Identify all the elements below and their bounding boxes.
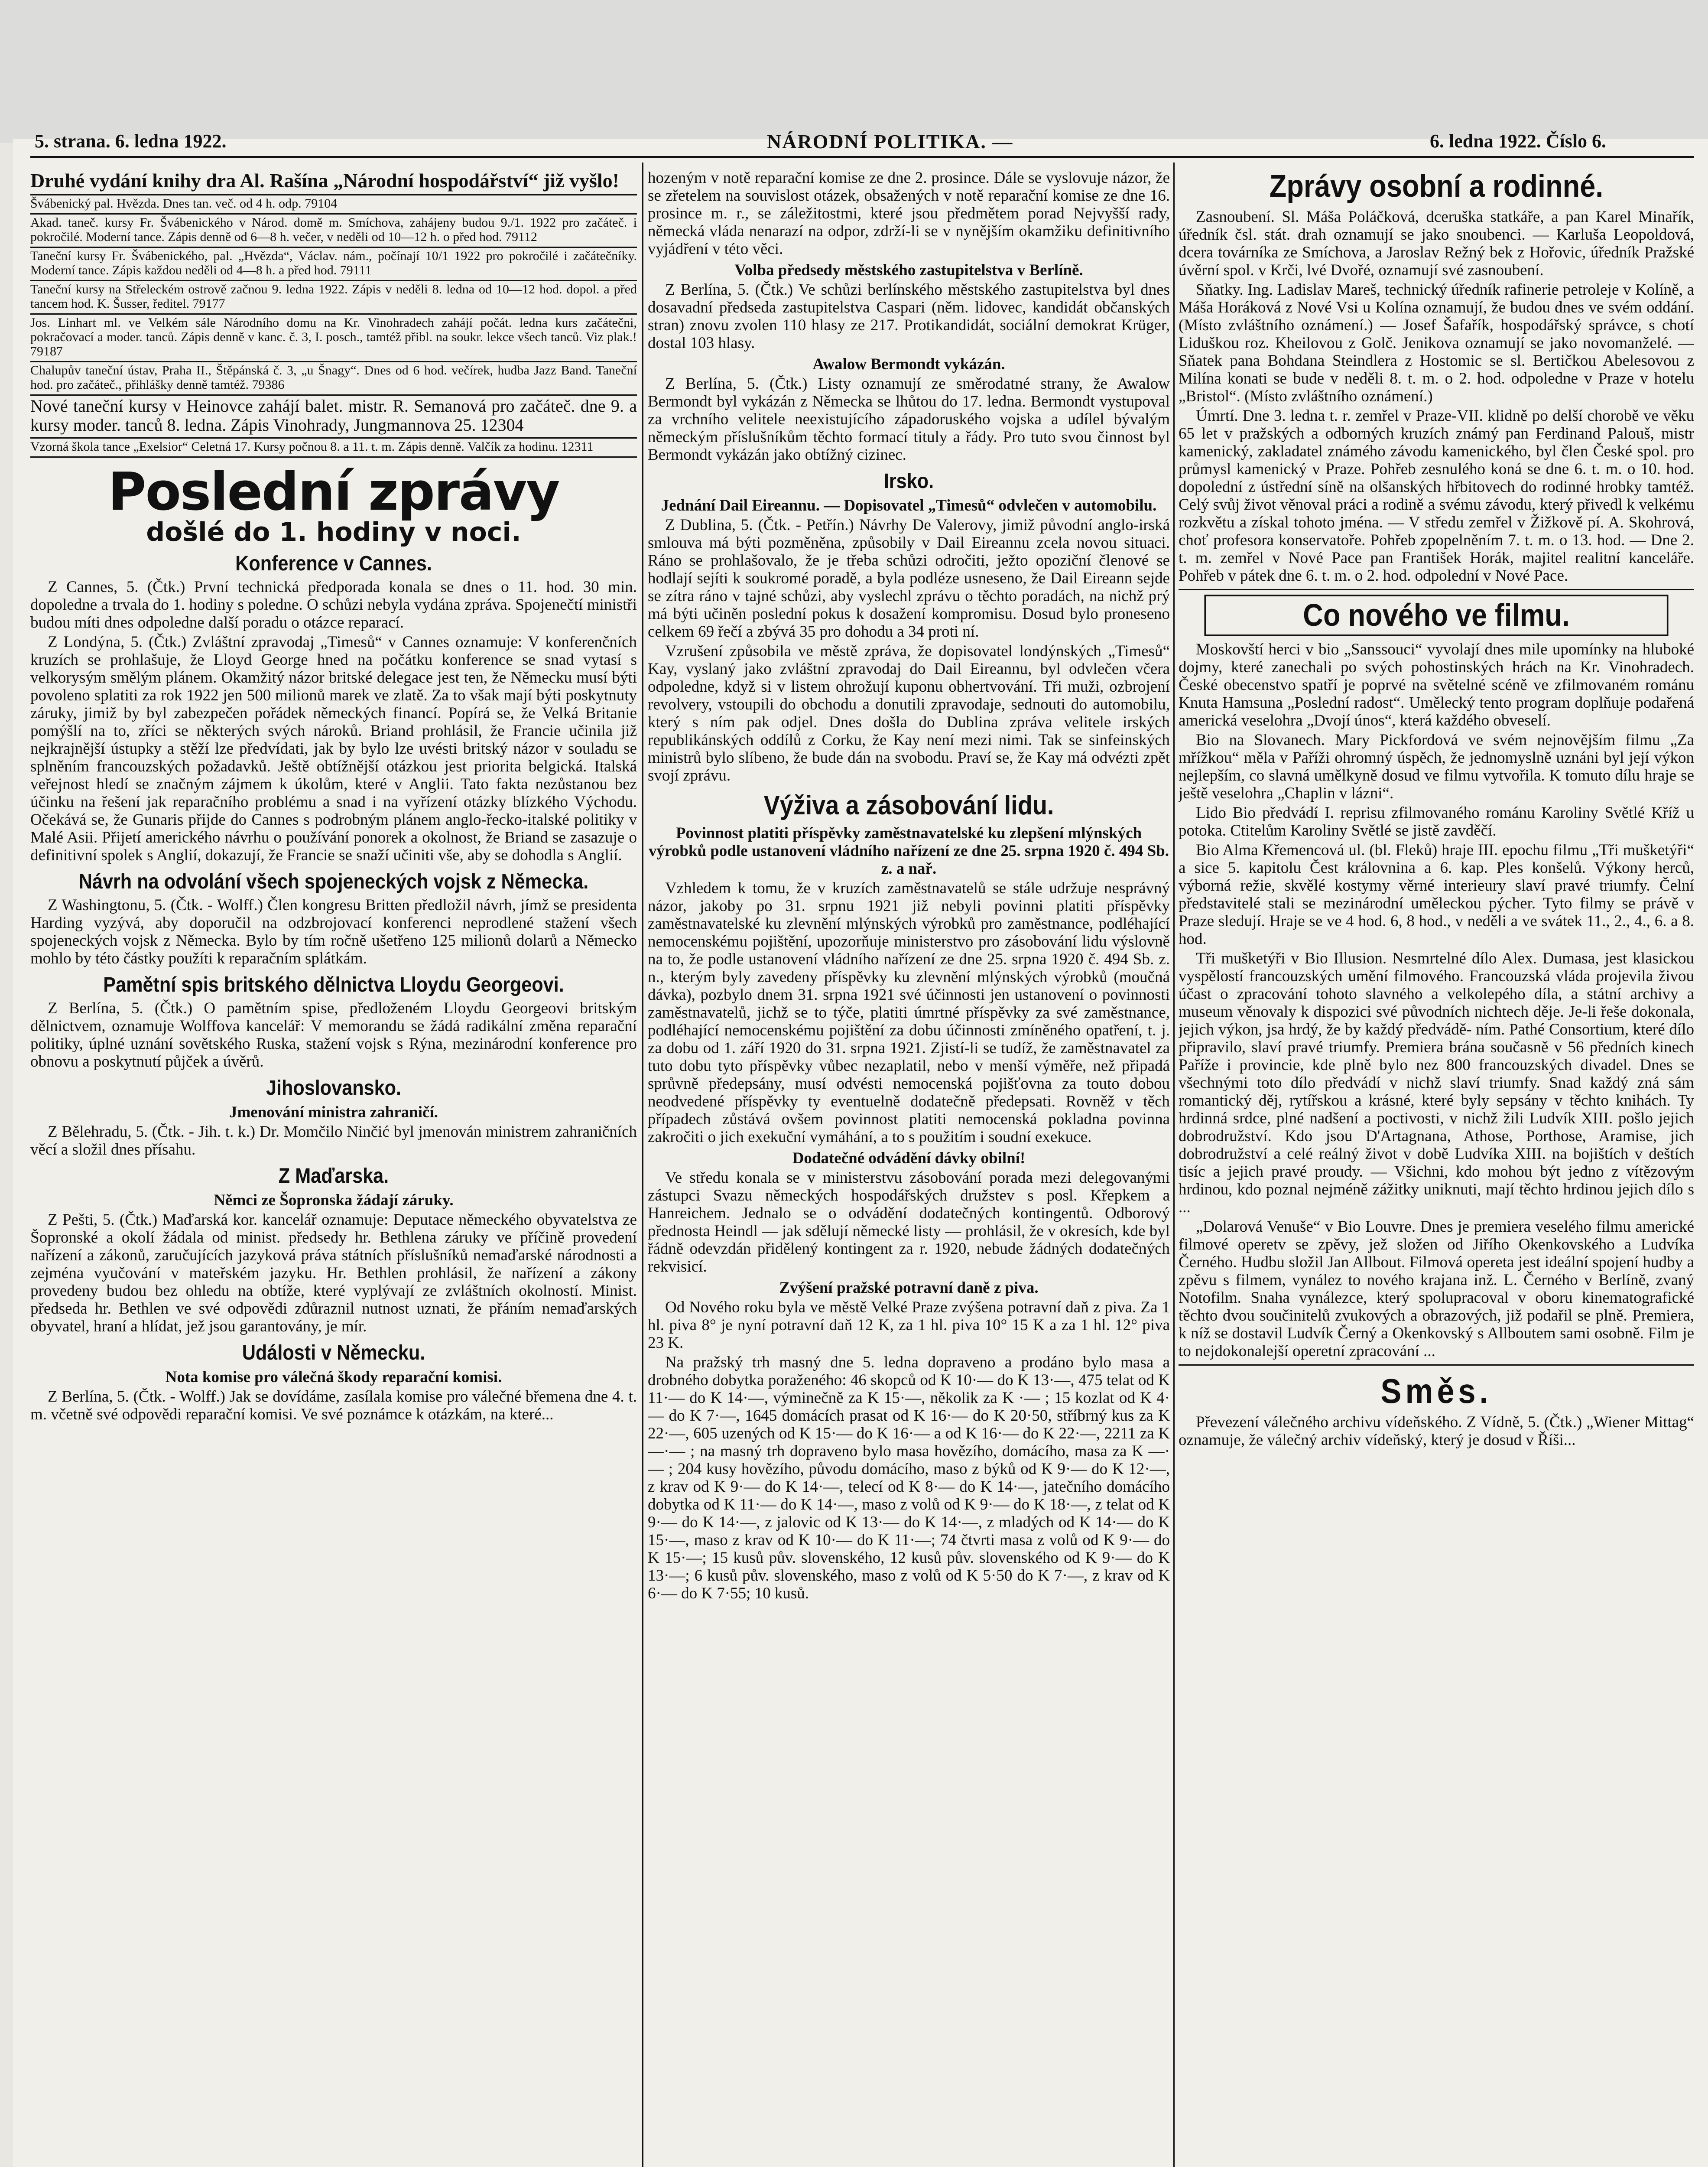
article-paragraph: Z Berlína, 5. (Čtk.) Ve schůzi berlínského městského zastupitelstva byl dnes dosavadní předseda zastupitelstva Caspari (něm. lidovec, kandidát občanských stran) znovu zvolen 110 hlasy ze 217. Protikandidát, sociální demokrat Krüger, dostal 103 hlasy. [648, 281, 1170, 352]
ad-dance-5: Jos. Linhart ml. ve Velkém sále Národního domu na Kr. Vinohradech zahájí počát. ledna kurs začátečni, pokračovací a moder. tanců. Zápis denně v kanc. č. 3, I. posch., tamtéž přibl. na soukr. lekce všech tanců. Viz plak.! 79187 [30, 315, 637, 362]
header-right: 6. ledna 1922. Číslo 6. [1430, 130, 1607, 152]
article-paragraph: Bio Alma Křemencová ul. (bl. Fleků) hraje III. epochu filmu „Tři mušketýři“ a sice 5. kapitolu Čest královnina a 6. kap. Ples konšelů. Výkony herců, výborná režie, skvělé kostymy věrné interieury slaví pravé triumfy. Čelní představitelé stali se mezinárodní uměleckou pýcher. Tyto filmy se právě v Praze sledují. Hraje se ve 4 hod. 6, 8 hod., v neděli a ve svátek 11., 2., 4., 6. a 8. hod. [1179, 841, 1694, 948]
article-paragraph: „Dolarová Venuše“ v Bio Louvre. Dnes je premiera veselého filmu americké filmové operetv se zpěvy, jež složen od Jiřího Okenkovského a Ludvíka Černého. Hudbu složil Jan Allbout. Filmová opereta jest ideální spojení hudby a zpěvu s filmem, vynález to nového krajana inž. L. Černého v Berlíně, zvaný Notofilm. Snaha vynálezce, který spolupracoval v oboru kinematografické těchto dvou součinitelů zvukových a obrazových, již podařil se plně. Premiera, k níž se dostavil Ludvík Černý a Okenkovský s Allboutem sami osobně. Film je to nejdokonalejší operetní zpracování ... [1179, 1218, 1694, 1360]
article-paragraph: Moskovští herci v bio „Sanssouci“ vyvolají dnes mile upomínky na hluboké dojmy, které zanechali po svých pohostinských hrách na Kr. Vinohradech. České obecenstvo spatří je poprvé na světelné scéně ve zfilmovaném románu Knuta Hamsuna „Poslední radost“. Umělecký tento program doplňuje podařená americká veselohra „Dvojí únos“, která každého obveselí. [1179, 641, 1694, 729]
section-heading: Směs. [1380, 1372, 1492, 1410]
ad-dance-7: Nové taneční kursy v Heinovce zahájí balet. mistr. R. Semanová pro začáteč. dne 9. a kursy moder. tanců 8. ledna. Zápis Vinohrady, Jungmannova 25. 12304 [30, 396, 637, 439]
divider [1179, 589, 1694, 590]
section-heading: Zprávy osobní a rodinné. [1269, 169, 1604, 204]
ad-dance-2: Akad. taneč. kursy Fr. Švábenického v Národ. domě m. Smíchova, zahájeny budou 9./1. 1922 pro začáteč. i pokročilé. Moderní tance. Zápis denně od 6—8 h. večer, v neděli od 10—12 h. o před hod. 79112 [30, 215, 637, 248]
article-heading: Irsko. [883, 470, 934, 493]
article-subheading: Němci ze Šopronska žádají záruky. [214, 1191, 454, 1209]
ad-dance-1: Švábenický pal. Hvězda. Dnes tan. več. od 4 h. odp. 79104 [30, 195, 637, 215]
article-paragraph: Lido Bio předvádí I. reprisu zfilmovaného románu Karoliny Světlé Kříž u potoka. Ctitelům Karoliny Světlé se jistě zavděčí. [1179, 804, 1694, 839]
ad-dance-4: Taneční kursy na Střeleckém ostrově začnou 9. ledna 1922. Zápis v neděli 8. ledna od 10—12 hod. dopol. a před tancem hod. K. Šusser, ředitel. 79177 [30, 281, 637, 315]
article-paragraph: Z Berlína, 5. (Čtk. - Wolff.) Jak se dovídáme, zasílala komise pro válečné břemena dne 4. t. m. včetně své odpovědi reparační komisi. Ve své poznámce k otázkám, na které... [30, 1388, 637, 1423]
article-paragraph: Vzhledem k tomu, že v kruzích zaměstnavatelů se stále udržuje nesprávný názor, jakoby po 31. srpnu 1921 již nebyli povinni platiti příspěvky zaměstnavatelské ku zlevnění mlýnských výrobků pro zaměstnance, podléhající nemocenskému pojištění, upozorňuje ministerstvo pro zásobování lidu výslovně na to, že podle ustanovení vládního nařízení ze dne 25. srpna 1920 č. 494 Sb. z. n., kterým byly zavedeny příspěvky ku zlevnění mlýnských výrobků (moučná dávka), pozbylo dnem 31. srpna 1921 své účinnosti jen ustanovení o povinnosti zaměstnavatelů, jichž se to týče, platiti úmrtné příspěvky za své zaměstnance, podléhající nemocenskému pojištění za dobu účinnosti zmíněného opatření, t. j. za dobu od 1. září 1920 do 31. srpna 1921. Zjistí-li se tudíž, že zaměstnavatel za tuto dobu tyto příspěvky vůbec nezaplatil, nebo v menší výměře, než připadá sprůvně předepsány, musí odvésti nemocenská pojišťovna za touto dobou neodvedené příspěvky ty eventuelně dodatečně předepsati. Rovněž v těch případech zůstává ovšem povinnost platiti nemocenská pokladna povinna zakročiti o jich exekuční vymáhání, a to s použitím i soudní exekuce. [648, 879, 1170, 1146]
section-heading: Výživa a zásobování lidu. [763, 791, 1054, 820]
article-paragraph: Sňatky. Ing. Ladislav Mareš, technický úředník rafinerie petroleje v Kolíně, a Máša Horáková z Nové Vsi u Kolína oznamují, že budou dnes ve svém oddání. (Místo zvláštního oznámení.) — Josef Šafařík, hospodářský správce, s chotí Liduškou roz. Kheilovou z Golč. Jenikova oznamují se jako novomanželé. — Sňatek pana Bohdana Steindlera z Hostomic se sl. Bertičkou Abelesovou z Milína konati se bude v neděli 8. t. m. o 2. hod. odpoledne v Praze v hotelu „Bristol“. (Místo zvláštního oznámení.) [1179, 281, 1694, 405]
column-2 [648, 169, 1170, 2167]
article-heading: Volba předsedy městského zastupitelstva v Berlíně. [734, 261, 1083, 279]
article-paragraph: Od Nového roku byla ve městě Velké Praze zvýšena potravní daň z piva. Za 1 hl. piva 8° je nyní potravní daň 12 K, za 1 hl. piva 10° 15 K a za 1 hl. 12° piva 23 K. [648, 1298, 1170, 1352]
ad-dance-6: Chalupův taneční ústav, Praha II., Štěpánská č. 3, „u Šnagy“. Dnes od 6 hod. večírek, hudba Jazz Band. Taneční hod. pro začáteč., přihlášky denně tamtéž. 79386 [30, 362, 637, 396]
article-heading: Jihoslovansko. [266, 1077, 402, 1100]
header-masthead: NÁRODNÍ POLITIKA. — [767, 130, 1013, 153]
article-paragraph: Na pražský trh masný dne 5. ledna dopraveno a prodáno bylo masa a drobného dobytka poraženého: 46 skopců od K 10·— do K 13·—, 475 telat od K 11·— do K 14·—, výminečně za K 15·—, několik za K ·— ; 15 kozlat od K 4·— do K 7·—, 1645 domácích prasat od K 16·— do K 20·50, stříbrný kus za K 22·—, 605 uzených od K 15·— do K 16·— a od K 16·— do K 22·—, 2211 za K —·— ; na masný trh dopraveno bylo masa hovězího, domácího, masa za K —·— ; 204 kusy hovězího, původu domácího, maso z býků od K 9·— do K 12·—, z krav od K 9·— do K 14·—, telecí od K 8·— do K 14·—, jatečního domácího dobytka od K 11·— do K 14·—, maso z volů od K 9·— do K 18·—, z telat od K 9·— do K 14·—, z jalovic od K 13·— do K 14·—, z mladých od K 14·— do K 15·—, maso z krav od K 10·— do K 11·—; 74 čtvrti masa z volů od K 9·— do K 15·—; 15 kusů pův. slovenského, 12 kusů pův. slovenského od K 9·— do K 13·—; 6 kusů pův. slovenského, maso z volů od K 5·50 do K 7·—, z krav od K 6·— do K 7·55; 10 kusů. [648, 1354, 1170, 1602]
article-paragraph: Z Berlína, 5. (Čtk.) Listy oznamují ze směrodatné strany, že Awalow Bermondt byl vykázán z Německa se lhůtou do 17. ledna. Bermondt vystupoval za vrchního velitele neexistujícího západoruského vojska a udílel bývalým německým příslušníkům těchto formací tituly a řády. Pro tuto svou činnost byl Bermondt vykázán jako obtížný cizinec. [648, 375, 1170, 464]
article-paragraph: hozeným v notě reparační komise ze dne 2. prosince. Dále se vyslovuje názor, že se zřetelem na souvislost otázek, obsažených v notě reparační komise ze dne 16. prosince m. r., se záležitostmi, které jsou předmětem porad Nejvyšší rady, německá vláda nenarazí na odpor, zdrží-li se v nynějším okamžiku definitivního vyjádření v této věci. [648, 169, 1170, 258]
article-paragraph: Z Cannes, 5. (Čtk.) První technická předporada konala se dnes o 11. hod. 30 min. dopoledne a trvala do 1. hodiny s poledne. O schůzi nebyla vydána zpráva. Spojenečtí ministři budou míti dnes odpoledne další poradu o otázce reparací. [30, 578, 637, 631]
divider [1179, 1364, 1694, 1366]
article-subheading: Povinnost platiti příspěvky zaměstnavatelské ku zlepšení mlýnských výrobků podle ustanovení vládního nařízení ze dne 25. srpna 1920 č. 494 Sb. z. a nař. [648, 824, 1169, 878]
article-paragraph: Z Londýna, 5. (Čtk.) Zvláštní zpravodaj „Timesů“ v Cannes oznamuje: V konferenčních kruzích se prohlašuje, že Lloyd George hned na počátku konference se snad vytasí s velkorysým smělým plánem. Okamžitý názor britské delegace jest ten, že Německu musí býti povoleno splatiti za rok 1922 jen 500 milionů marek ve zlatě. Za to však mají býti poskytnuty záruky, jimiž by byl zabezpečen pořádek německých financí. Popírá se, že Velká Britanie pomýšlí na to, zříci se některých svých nároků. Briand prohlásil, že Francie učinila již nejkrajnější ústupky a stěží lze předvídati, jak by bylo lze uvésti britský názor v souladu se splněním francouzských požadavků. Ještě obtížnější otázkou jest priorita belgická. Italská veřejnost hledí se značným zájmem k úkolům, které v Anglii. Tato fakta nezůstanou bez účinku na řešení jak reparačního problému a snad i na vyřízení otázky blízkého Východu. Očekává se, že Gunaris přijde do Cannes s podrobným plánem anglo-řecko-italské politiky v Malé Asii. Přijetí amerického návrhu o používání ponorek a okolnost, že Briand se zasazuje o definitivní spolek s Anglií, dokazují, že Francie se snaží učiniti vše, aby se dohodla s Anglií. [30, 633, 637, 864]
article-paragraph: Z Washingtonu, 5. (Čtk. - Wolff.) Člen kongresu Britten předložil návrh, jímž se presidenta Harding vyzývá, aby doporučil na odzbrojovací konferenci neprodlené stažení všech spojeneckých vojsk z Německa. Bylo by tím ročně ušetřeno 125 milionů dolarů a Německo mohlo by této částky použíti k reparačním splátkám. [30, 896, 637, 967]
header-left: 5. strana. 6. ledna 1922. [35, 130, 227, 152]
article-paragraph: Bio na Slovanech. Mary Pickfordová ve svém nejnovějším filmu „Za mřížkou“ měla v Paříži ohromný úspěch, že jednomyslně uznáni byl její výkon nejlepším, co slavná umělkyně dosud ve filmu vytvořila. K tomuto dílu hraje se ještě veselohra „Chaplin v lázni“. [1179, 731, 1694, 802]
column-3 [1179, 169, 1694, 2167]
article-heading: Konference v Cannes. [235, 552, 432, 575]
column-1 [30, 169, 637, 2167]
article-heading: Pamětní spis britského dělnictva Lloydu Georgeovi. [103, 973, 564, 996]
article-subheading: Jednání Dail Eireannu. — Dopisovatel „Timesů“ odvlečen v automobilu. [661, 497, 1157, 514]
article-heading: Z Maďarska. [278, 1165, 389, 1188]
article-heading: Zvýšení pražské potravní daně z piva. [779, 1279, 1039, 1297]
article-paragraph: Z Dublina, 5. (Čtk. - Petřín.) Návrhy De Valerovy, jimiž původní anglo-irská smlouva má býti pozměněna, způsobily v Dail Eireannu zcela novou situaci. Ráno se prohlašovalo, že je třeba schůzi odročiti, ježto opoziční členové se hodlají sejíti k soukromé poradě, a byla podléze usneseno, že Dail Eireann sejde se zítra ráno v tajné schůzi, aby vyslechl zprávu o těchto poradách, na nichž prý má býti učiněn poslední pokus k dosažení kompromisu. Dosud bylo proneseno celkem 69 řečí a zbývá 35 pro dohodu a 34 proti ní. [648, 516, 1170, 641]
section-subtitle: došlé do 1. hodiny v noci. [146, 517, 521, 547]
scan-margin [0, 0, 1708, 143]
header-rule [30, 156, 1694, 158]
article-paragraph: Z Bělehradu, 5. (Čtk. - Jih. t. k.) Dr. Momčilo Ninčić byl jmenován ministrem zahraničních věcí a složil dnes přísahu. [30, 1123, 637, 1158]
ad-dance-3: Taneční kursy Fr. Švábenického, pal. „Hvězda“, Václav. nám., počínají 10/1 1922 pro pokročilé i začátečníky. Moderní tance. Zápis každou neděli od 4—8 h. a před hod. 79111 [30, 248, 637, 281]
article-heading: Dodatečné odvádění dávky obilní! [792, 1149, 1026, 1167]
article-subheading: Jmenování ministra zahraničí. [229, 1103, 438, 1121]
article-heading: Awalow Bermondt vykázán. [812, 355, 1005, 373]
article-paragraph: Z Pešti, 5. (Čtk.) Maďarská kor. kancelář oznamuje: Deputace německého obyvatelstva ze Šopronské a okolí žádala od minist. předsedy hr. Bethlena záruky ve příčině provedení nařízení a zákonů, zaručujících jazyková práva státních příslušníků nemaďarské národnosti a zejména vyučování v mateřském jazyku. Hr. Bethlen prohlásil, že nařízení a zákony provedeny budou bez ohledu na obtíže, které vyplývají ze zvláštních okolností. Minist. předseda hr. Bethlen ve své odpovědi zdůraznil nutnost uznati, že přáním nemaďarských obyvatel, hraní a hlídat, jež jsou garantovány, je mír. [30, 1211, 637, 1335]
article-subheading: Nota komise pro válečná škody reparační komisi. [165, 1368, 502, 1386]
section-title: Poslední zprávy [108, 462, 559, 522]
article-heading: Události v Německu. [242, 1341, 425, 1364]
article-paragraph: Ve středu konala se v ministerstvu zásobování porada mezi delegovanými zástupci Svazu německých hospodářských družstev s posl. Křepkem a Hanreichem. Jednalo se o odvádění dodatečných kontingentů. Odborový přednosta Heindl — jak sdělují německé listy — prohlásil, že v okresích, kde byl řádně odevzdán přidělený kontingent za r. 1920, nebude žádných dodatečných rekvisicí. [648, 1169, 1170, 1275]
column-rule-2 [1173, 163, 1175, 2167]
section-heading: Co nového ve filmu. [1205, 595, 1669, 636]
article-paragraph: Z Berlína, 5. (Čtk.) O pamětním spise, předloženém Lloydu Georgeovi britským dělnictvem, oznamuje Wolffova kancelář: V memorandu se žádá radikální změna reparační politiky, úplné uznání sovětského Ruska, stažení vojsk s Rýna, mezinárodní konference pro obnovu a poskytnutí půjček a úvěrů. [30, 999, 637, 1070]
article-heading: Návrh na odvolání všech spojeneckých vojsk z Německa. [78, 870, 589, 893]
article-paragraph: Úmrtí. Dne 3. ledna t. r. zemřel v Praze-VII. klidně po delší chorobě ve věku 65 let v pražských a odborných kruzích známý pan Ferdinand Palouš, mistr kamenický, zakladatel známého závodu kamenického, byl člen České spol. pro průmysl kamenický v Praze. Pohřeb zesnulého koná se dne 6. t. m. o 10. hod. dopolední z ústřední síně na olšanských hřbitovech do rodinné hrobky tamtéž. Celý svůj život věnoval práci a rodině a svému závodu, který přivedl k velkému rozkvětu a získal tohoto jména. — V středu zemřel v Žižkově pí. A. Skohrová, choť profesora konservatoře. Pohřeb zpopelněním 7. t. m. o 13. hod. — Dne 2. t. m. zemřel v Nové Pace pan František Horák, majitel realitní kanceláře. Pohřeb v pátek dne 6. t. m. o 2. hod. odpolední v Nové Pace. [1179, 407, 1694, 585]
page-header [30, 130, 1694, 156]
ad-book: Druhé vydání knihy dra Al. Rašína „Národní hospodářství“ již vyšlo! [30, 169, 637, 195]
article-paragraph: Tři mušketýři v Bio Illusion. Nesmrtelné dílo Alex. Dumasa, jest klasickou vyspělostí francouzských umění filmového. Francouzská vláda projevila živou účast o zpracování tohoto slavného a velkolepého díla, a státní archivy a museum věnovaly k dispozici své původních nichtech děje. Je-li řeše dokonala, jejich výkon, jsa hrdý, že by každý předvádě- ním. Pathé Consortium, které dílo připravilo, slaví pravé triumfy. Premiera brána současně v 56 předních kinech Paříže i provincie, kde plně bylo nez 800 francouzských divadel. Dnes se všechnými toto dílo předvádí v nichž slaví triumfy. Snad každý zná sám romantický děj, rytířskou a krásné, které byly sepsány v těchto knihách. Ty hrdinná srdce, plné nadšení a poctivosti, v nichž žili Ludvík XIII. pošlo jejich dobrodružství. Kdo jsou D'Artagnana, Athose, Porthose, Aramise, jich dobrodružství a celé reálný život v době Ludvíka XIII. na bojištích v deštích tisíc a jejich pravé proudy. — Všichni, kdo mohou být jedno z vítězovým hrdinou, kdo poznal nejméně zážitky uniknuti, mají těchto hrdinou jejich dílo s ... [1179, 950, 1694, 1216]
ad-dance-8: Vzorná škola tance „Exelsior“ Celetná 17. Kursy počnou 8. a 11. t. m. Zápis denně. Valčík za hodinu. 12311 [30, 439, 637, 458]
article-paragraph: Vzrušení způsobila ve městě zpráva, že dopisovatel londýnských „Timesů“ Kay, vyslaný jako zvláštní zpravodaj do Dail Eireannu, byl odvlečen včera odpoledne, když si v listem ohrožují kuponu obhertvování. Tři muži, ozbrojení revolvery, vstoupili do obchodu a donutili zpravodaje, sednouti do automobilu, který s ním pak odjel. Dnes došla do Dublina zpráva velitele irských republikánských oddílů z Corku, že Kay není mezi nimi. Tak se sinfeinských ministrů bylo slíbeno, že bude dán na svobodu. Praví se, že Kay má odvézti zpět svojí zprávu. [648, 642, 1170, 784]
column-rule-1 [642, 163, 643, 2167]
article-paragraph: Zasnoubení. Sl. Máša Poláčková, dceruška statkáře, a pan Karel Minařík, úředník čsl. stát. drah oznamují se jako snoubenci. — Karluša Leopoldová, dcera továrníka ze Smíchova, a Jaroslav Režný bek z Hořovic, úředník Pražské úvěrní spol. v Krči, lvé Dvořé, oznamují své zasnoubení. [1179, 208, 1694, 279]
article-paragraph: Převezení válečného archivu vídeňského. Z Vídně, 5. (Čtk.) „Wiener Mittag“ oznamuje, že válečný archiv vídeňský, který je dosud v Říši... [1179, 1413, 1694, 1449]
